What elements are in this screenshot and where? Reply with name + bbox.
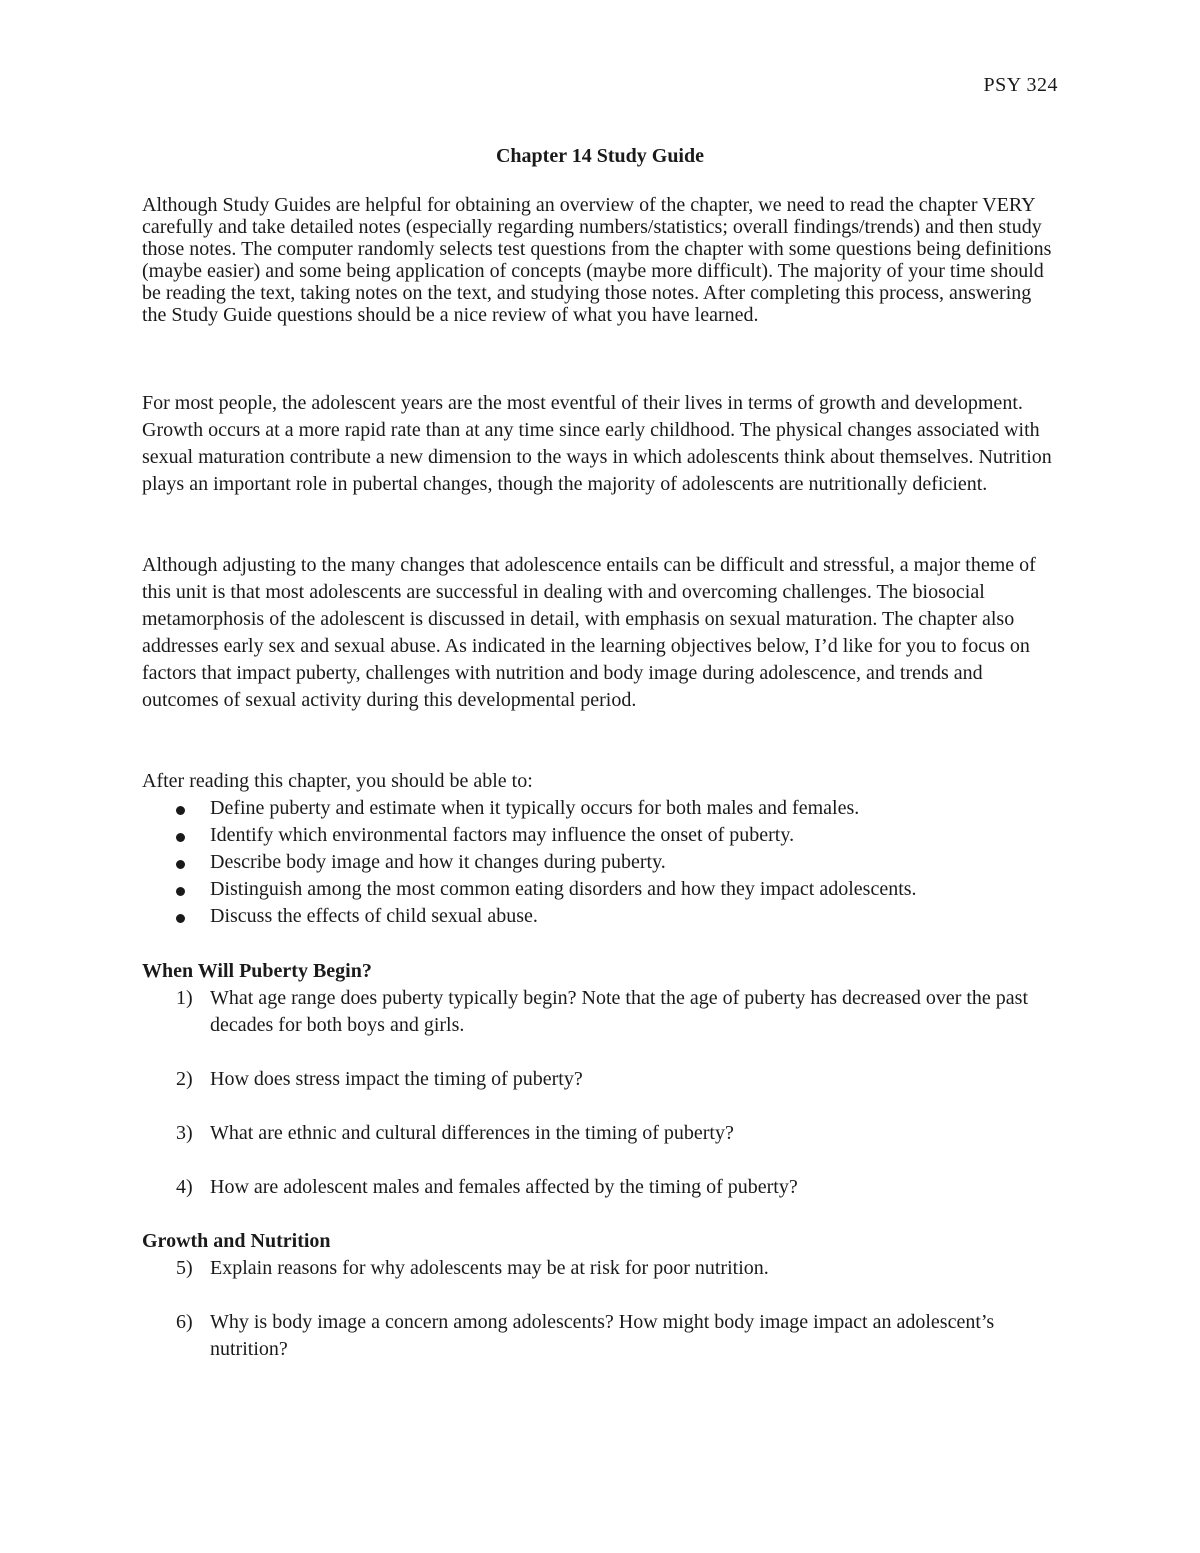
question-text: Why is body image a concern among adolescents? How might body image impact an adolescent’s nutrition? <box>210 1311 995 1360</box>
bullet-icon <box>176 914 185 923</box>
question-text: What age range does puberty typically begin? Note that the age of puberty has decreased over the past decades for both boys and girls. <box>210 987 1029 1036</box>
objective-text: Describe body image and how it changes during puberty. <box>210 851 666 873</box>
question-text: How does stress impact the timing of puberty? <box>210 1068 583 1090</box>
question-item <box>142 1120 1058 1147</box>
intro-paragraph: Although Study Guides are helpful for obtaining an overview of the chapter, we need to read the chapter VERY carefully and take detailed notes (especially regarding numbers/statistics; overall findings/trends) and then study those notes. The computer randomly selects test questions from the chapter with some questions being definitions (maybe easier) and some being application of concepts (maybe more difficult). The majority of your time should be reading the text, taking notes on the text, and studying those notes. After completing this process, answering the Study Guide questions should be a nice review of what you have learned. <box>142 194 1052 326</box>
question-item <box>142 1309 1058 1363</box>
overview-paragraph-1: For most people, the adolescent years are the most eventful of their lives in terms of growth and development. Growth occurs at a more rapid rate than at any time since early childhood. The physical changes associated with sexual maturation contribute a new dimension to the ways in which adolescents think about themselves. Nutrition plays an important role in pubertal changes, though the majority of adolescents are nutritionally deficient. <box>142 392 1052 495</box>
question-number: 6) <box>176 1311 193 1333</box>
question-item <box>142 985 1058 1039</box>
page-title: Chapter 14 Study Guide <box>495 145 704 167</box>
objective-item <box>142 876 1058 903</box>
section-puberty <box>142 958 1058 1228</box>
objective-text: Discuss the effects of child sexual abuse. <box>210 905 538 927</box>
question-text: Explain reasons for why adolescents may be at risk for poor nutrition. <box>210 1257 769 1279</box>
objective-item <box>142 903 1058 930</box>
objectives-list <box>142 795 1058 930</box>
question-text: How are adolescent males and females affected by the timing of puberty? <box>210 1176 798 1198</box>
question-number: 5) <box>176 1257 193 1279</box>
objective-text: Identify which environmental factors may influence the onset of puberty. <box>210 824 795 846</box>
question-number: 2) <box>176 1068 193 1090</box>
question-item <box>142 1066 1058 1093</box>
section-heading: When Will Puberty Begin? <box>142 960 372 982</box>
objective-text: Define puberty and estimate when it typically occurs for both males and females. <box>210 797 860 819</box>
objective-item <box>142 822 1058 849</box>
objective-item <box>142 849 1058 876</box>
question-item <box>142 1255 1058 1282</box>
question-item <box>142 1174 1058 1201</box>
objectives-lead: After reading this chapter, you should be able to: <box>142 770 533 792</box>
course-code: PSY 324 <box>983 74 1058 96</box>
section-heading: Growth and Nutrition <box>142 1230 331 1252</box>
question-number: 1) <box>176 987 193 1009</box>
question-number: 3) <box>176 1122 193 1144</box>
objective-text: Distinguish among the most common eating disorders and how they impact adolescents. <box>210 878 917 900</box>
bullet-icon <box>176 806 185 815</box>
question-number: 4) <box>176 1176 193 1198</box>
bullet-icon <box>176 833 185 842</box>
objective-item <box>142 795 1058 822</box>
learning-objectives <box>142 768 1058 930</box>
bullet-icon <box>176 887 185 896</box>
question-text: What are ethnic and cultural differences in the timing of puberty? <box>210 1122 734 1144</box>
overview-paragraph-2: Although adjusting to the many changes that adolescence entails can be difficult and stressful, a major theme of this unit is that most adolescents are successful in dealing with and overcoming challenges. The biosocial metamorphosis of the adolescent is discussed in detail, with emphasis on sexual maturation. The chapter also addresses early sex and sexual abuse. As indicated in the learning objectives below, I’d like for you to focus on factors that impact puberty, challenges with nutrition and body image during adolescence, and trends and outcomes of sexual activity during this developmental period. <box>142 554 1036 711</box>
bullet-icon <box>176 860 185 869</box>
section-growth-nutrition <box>142 1228 1058 1390</box>
